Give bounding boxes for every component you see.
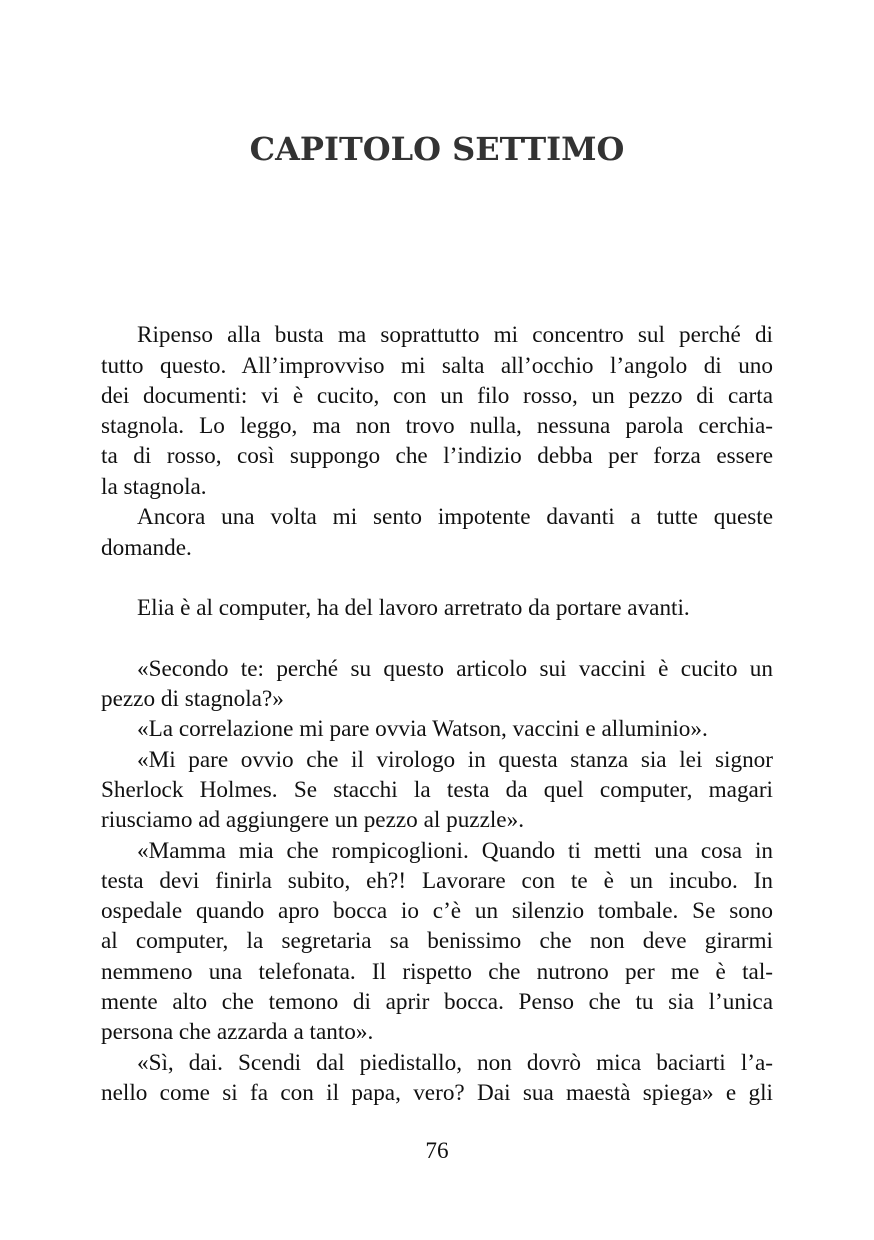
text-line: Ripenso alla busta ma soprattutto mi concentro sul perché di — [137, 322, 773, 348]
text-line: tutto questo. All’improvviso mi salta all’occhio l’angolo di uno — [101, 353, 773, 379]
text-line: «Sì, dai. Scendi dal piedistallo, non dovrò mica baciarti l’a- — [137, 1050, 773, 1076]
text-line: «Secondo te: perché su questo articolo sui vaccini è cucito un — [137, 656, 773, 682]
text-line: «La correlazione mi pare ovvia Watson, vaccini e alluminio». — [137, 716, 708, 742]
text-line: persona che azzarda a tanto». — [101, 1019, 374, 1045]
text-line: domande. — [101, 535, 192, 561]
page-number: 76 — [425, 1138, 449, 1164]
text-line: stagnola. Lo leggo, ma non trovo nulla, nessuna parola cerchia- — [101, 413, 773, 439]
text-line: Elia è al computer, ha del lavoro arretrato da portare avanti. — [137, 595, 690, 621]
text-line: ta di rosso, così suppongo che l’indizio debba per forza essere — [101, 443, 773, 469]
text-line: «Mamma mia che rompicoglioni. Quando ti metti una cosa in — [137, 838, 773, 864]
text-line: dei documenti: vi è cucito, con un filo rosso, un pezzo di carta — [101, 383, 773, 409]
text-line: Ancora una volta mi sento impotente davanti a tutte queste — [137, 504, 773, 530]
text-line: la stagnola. — [101, 474, 207, 500]
text-line: riusciamo ad aggiungere un pezzo al puzzle». — [101, 807, 524, 833]
text-line: Sherlock Holmes. Se stacchi la testa da quel computer, magari — [101, 777, 773, 803]
text-line: pezzo di stagnola?» — [101, 686, 284, 712]
text-line: nemmeno una telefonata. Il rispetto che nutrono per me è tal- — [101, 959, 773, 985]
chapter-title: CAPITOLO SETTIMO — [249, 130, 625, 168]
text-line: testa devi finirla subito, eh?! Lavorare con te è un incubo. In — [101, 868, 773, 894]
text-line: mente alto che temono di aprir bocca. Penso che tu sia l’unica — [101, 989, 773, 1015]
text-line: nello come si fa con il papa, vero? Dai sua maestà spiega» e gli — [101, 1080, 773, 1106]
text-line: «Mi pare ovvio che il virologo in questa stanza sia lei signor — [137, 747, 773, 773]
text-line: al computer, la segretaria sa benissimo che non deve girarmi — [101, 928, 773, 954]
text-line: ospedale quando apro bocca io c’è un silenzio tombale. Se sono — [101, 898, 773, 924]
